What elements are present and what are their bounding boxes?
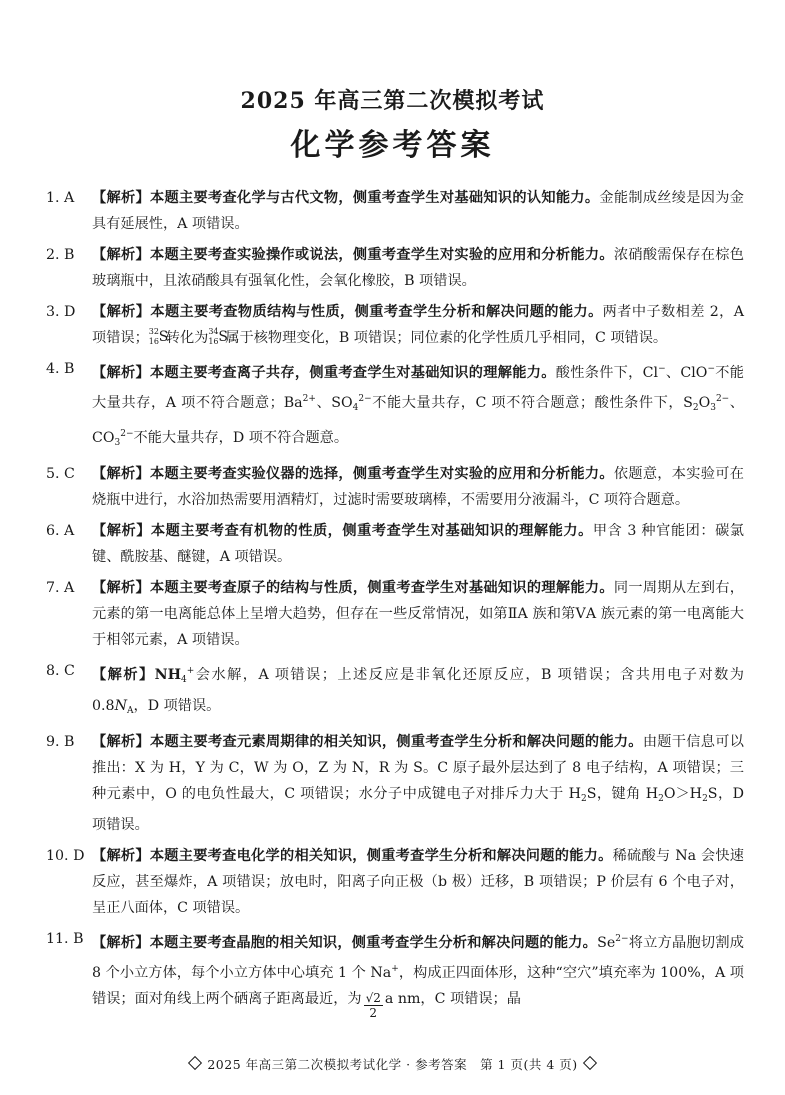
analysis-lead: 本题主要考查离子共存，侧重考查学生对基础知识的理解能力。 [149, 365, 556, 381]
answer-item-3 [46, 299, 744, 351]
nuclide-s34 [208, 327, 228, 346]
analysis-body: a nm，C 项错误；晶 [384, 991, 521, 1007]
ion-charge: 2− [358, 394, 372, 404]
element-symbol: S [218, 329, 228, 345]
mass-number: 34 [208, 327, 219, 336]
analysis-tag: 【解析】 [92, 190, 150, 206]
answer-number: 9. B [46, 734, 75, 750]
answer-number: 8. C [46, 663, 75, 679]
atomic-number: 16 [208, 337, 219, 346]
analysis-lead: 本题主要考查化学与古代文物，侧重考查学生对基础知识的认知能力。 [149, 190, 600, 206]
subscript: A [127, 706, 134, 716]
answer-number: 10. D [46, 848, 85, 864]
fraction-numerator: √2 [365, 991, 381, 1005]
subscript: 3 [114, 438, 121, 448]
analysis-lead: 本题主要考查物质结构与性质，侧重考查学生分析和解决问题的能力。 [150, 304, 603, 320]
footer-text: 2025 年高三第二次模拟考试化学 · 参考答案 第 1 页(共 4 页) [207, 1057, 578, 1072]
analysis-body: 由题干信息可以推出：X 为 H，Y 为 C，W 为 O，Z 为 N，R 为 S。C 原子最外层达到了 8 电子结构，A 项错误；三种元素中，O 的电负性最大，C 项错误；水分子中成键电子对排斥力大于 H [92, 734, 744, 802]
answer-item-8 [46, 658, 744, 724]
answer-number: 5. C [46, 466, 75, 482]
analysis-body: S，D 项错误。 [92, 786, 744, 833]
analysis-body: 不能大量共存，A 项不符合题意；Ba [92, 365, 744, 411]
subscript: 2 [702, 794, 708, 804]
answer-number: 1. A [46, 190, 75, 206]
ion-charge: + [186, 666, 195, 676]
subscript: 4 [352, 403, 359, 413]
answer-number: 11. B [46, 931, 84, 947]
analysis-body: 金能制成丝绫是因为金具有延展性，A 项错误。 [92, 190, 744, 232]
subscript: 2 [580, 794, 587, 804]
fraction-root2-over-2 [364, 991, 383, 1020]
fraction-denominator: 2 [369, 1006, 378, 1020]
analysis-tag: 【解析】 [92, 247, 150, 263]
analysis-body: 属于核物理变化，B 项错误；同位素的化学性质几乎相同，C 项错误。 [225, 330, 668, 346]
analysis-body: O＞H [663, 786, 703, 802]
ion-charge: 2− [120, 429, 134, 439]
ion-charge: − [707, 364, 715, 374]
analysis-lead: NH [154, 667, 182, 683]
answer-item-9 [46, 729, 744, 838]
ion-charge: 2− [715, 394, 730, 404]
element-symbol: S [158, 329, 169, 345]
analysis-body: Se [597, 935, 616, 951]
mass-number: 32 [148, 327, 159, 336]
diamond-icon [188, 1056, 202, 1070]
subscript: 4 [181, 675, 187, 685]
analysis-body: 浓硝酸需保存在棕色玻璃瓶中，且浓硝酸具有强氧化性，会氧化橡胶，B 项错误。 [92, 247, 744, 289]
analysis-body: 、ClO [665, 365, 708, 381]
diamond-icon [583, 1056, 597, 1070]
analysis-tag: 【解析】 [92, 935, 150, 951]
answer-list [46, 185, 744, 1025]
answer-number: 2. B [46, 247, 75, 263]
answer-number: 3. D [46, 304, 76, 320]
analysis-body: 会水解，A 项错误；上述反应是非氧化还原反应，B 项错误；含共用电子对数为 0.8 [92, 667, 744, 714]
analysis-body: 、CO [92, 395, 744, 446]
subscript: 3 [710, 403, 716, 413]
analysis-tag: 【解析】 [92, 466, 150, 482]
answer-item-5 [46, 461, 744, 513]
analysis-body: 酸性条件下，Cl [555, 365, 659, 381]
answer-item-6 [46, 518, 744, 570]
nuclide-s32 [148, 327, 169, 346]
analysis-tag: 【解析】 [92, 734, 150, 750]
answer-item-1 [46, 185, 744, 237]
exam-title: 2025 年高三第二次模拟考试 [240, 88, 545, 114]
atomic-number: 16 [148, 337, 159, 346]
answer-item-4 [46, 356, 744, 456]
analysis-body: 依题意，本实验可在烧瓶中进行，水浴加热需要用酒精灯，过滤时需要玻璃棒，不需要用分液漏斗，C 项符合题意。 [92, 466, 744, 508]
analysis-lead: 本题主要考查实验操作或说法，侧重考查学生对实验的应用和分析能力。 [149, 247, 614, 263]
analysis-lead: 本题主要考查有机物的性质，侧重考查学生对基础知识的理解能力。 [150, 523, 593, 539]
answer-item-2 [46, 242, 744, 294]
subject-title: 化学参考答案 [290, 128, 495, 163]
analysis-body: O [698, 395, 711, 411]
answer-item-10 [46, 843, 744, 921]
analysis-body: 不能大量共存，D 项不符合题意。 [133, 430, 349, 446]
ion-charge: 2− [615, 934, 629, 944]
answer-number: 7. A [46, 580, 75, 596]
subscript: 2 [692, 403, 699, 413]
analysis-lead: 本题主要考查元素周期律的相关知识，侧重考查学生分析和解决问题的能力。 [149, 734, 643, 750]
analysis-tag: 【解析】 [92, 365, 150, 381]
analysis-tag: 【解析】 [92, 580, 150, 596]
analysis-body: ，构成正四面体形，这种“空穴”填充率为 100%，A 项错误；面对角线上两个硒离子距离最近，为 [92, 965, 744, 1007]
analysis-lead: 本题主要考查电化学的相关知识，侧重考查学生分析和解决问题的能力。 [149, 848, 613, 864]
analysis-body: 稀硫酸与 Na 会快速反应，甚至爆炸，A 项错误；放电时，阳离子向正极（b 极）迁移，B 项错误；P 价层有 6 个电子对，呈正八面体，C 项错误。 [92, 848, 744, 916]
avogadro-symbol: N [114, 698, 127, 714]
ion-charge: + [391, 964, 399, 974]
answer-number: 6. A [46, 523, 75, 539]
analysis-body: 将立方晶胞切割成 8 个小立方体，每个小立方体中心填充 1 个 Na [92, 935, 744, 981]
analysis-lead: 本题主要考查原子的结构与性质，侧重考查学生对基础知识的理解能力。 [149, 580, 614, 596]
analysis-tag: 【解析】 [92, 304, 151, 320]
subscript: 2 [658, 794, 664, 804]
analysis-lead: 本题主要考查晶胞的相关知识，侧重考查学生分析和解决问题的能力。 [149, 935, 598, 951]
analysis-tag: 【解析】 [92, 523, 151, 539]
analysis-body: 两者中子数相差 2，A 项错误； [92, 304, 744, 346]
analysis-body: 转化为 [165, 330, 209, 346]
analysis-tag: 【解析】 [92, 667, 155, 683]
analysis-tag: 【解析】 [92, 848, 150, 864]
analysis-body: 不能大量共存，C 项不符合题意；酸性条件下，S [371, 395, 693, 411]
analysis-body: 同一周期从左到右，元素的第一电离能总体上呈增大趋势，但存在一些反常情况，如第ⅡA 族和第ⅤA 族元素的第一电离能大于相邻元素，A 项错误。 [92, 580, 744, 648]
analysis-lead: 本题主要考查实验仪器的选择，侧重考查学生对实验的应用和分析能力。 [149, 466, 614, 482]
analysis-body: 甲含 3 种官能团：碳氯键、酰胺基、醚键，A 项错误。 [92, 523, 744, 565]
analysis-body: S，键角 H [586, 786, 659, 802]
analysis-body: 、SO [315, 395, 353, 411]
ion-charge: 2+ [302, 394, 316, 404]
analysis-body: ，D 项错误。 [133, 698, 221, 714]
answer-item-7 [46, 575, 744, 653]
answer-number: 4. B [46, 361, 75, 377]
ion-charge: − [658, 364, 666, 374]
page-footer [0, 1055, 785, 1073]
answer-item-11 [46, 926, 744, 1020]
